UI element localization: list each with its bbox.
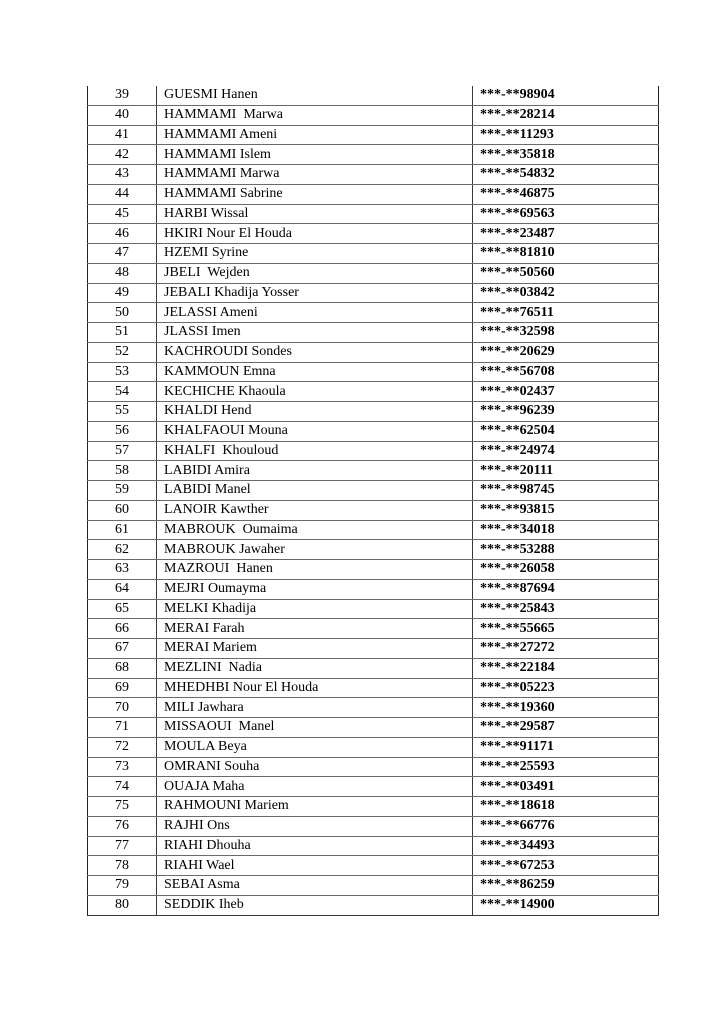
table-row bbox=[88, 540, 659, 560]
row-number-cell: 50 bbox=[88, 303, 157, 323]
masked-id-cell: ***-**34018 bbox=[473, 520, 659, 540]
table-row bbox=[88, 678, 659, 698]
results-table bbox=[87, 86, 659, 916]
masked-id-cell: ***-**69563 bbox=[473, 204, 659, 224]
row-number-cell: 48 bbox=[88, 263, 157, 283]
masked-id-cell: ***-**03842 bbox=[473, 283, 659, 303]
table-row bbox=[88, 303, 659, 323]
table-row bbox=[88, 145, 659, 165]
masked-id-cell: ***-**22184 bbox=[473, 658, 659, 678]
masked-id-cell: ***-**46875 bbox=[473, 184, 659, 204]
table-row bbox=[88, 263, 659, 283]
row-number-cell: 45 bbox=[88, 204, 157, 224]
table-row bbox=[88, 342, 659, 362]
name-cell: MEJRI Oumayma bbox=[157, 579, 473, 599]
masked-id-cell: ***-**14900 bbox=[473, 895, 659, 915]
row-number-cell: 60 bbox=[88, 500, 157, 520]
table-row bbox=[88, 204, 659, 224]
name-cell: KECHICHE Khaoula bbox=[157, 382, 473, 402]
masked-id-cell: ***-**96239 bbox=[473, 402, 659, 422]
row-number-cell: 55 bbox=[88, 402, 157, 422]
masked-id-cell: ***-**56708 bbox=[473, 362, 659, 382]
table-row bbox=[88, 244, 659, 264]
name-cell: HAMMAMI Islem bbox=[157, 145, 473, 165]
row-number-cell: 58 bbox=[88, 461, 157, 481]
table-row bbox=[88, 797, 659, 817]
name-cell: RIAHI Dhouha bbox=[157, 836, 473, 856]
masked-id-cell: ***-**81810 bbox=[473, 244, 659, 264]
name-cell: HAMMAMI Ameni bbox=[157, 125, 473, 145]
name-cell: RAHMOUNI Mariem bbox=[157, 797, 473, 817]
row-number-cell: 66 bbox=[88, 619, 157, 639]
table-row bbox=[88, 658, 659, 678]
table-row bbox=[88, 757, 659, 777]
table-row bbox=[88, 698, 659, 718]
row-number-cell: 69 bbox=[88, 678, 157, 698]
masked-id-cell: ***-**91171 bbox=[473, 737, 659, 757]
masked-id-cell: ***-**28214 bbox=[473, 105, 659, 125]
table-row bbox=[88, 895, 659, 915]
row-number-cell: 49 bbox=[88, 283, 157, 303]
name-cell: LANOIR Kawther bbox=[157, 500, 473, 520]
table-row bbox=[88, 125, 659, 145]
masked-id-cell: ***-**02437 bbox=[473, 382, 659, 402]
masked-id-cell: ***-**98904 bbox=[473, 86, 659, 105]
row-number-cell: 52 bbox=[88, 342, 157, 362]
name-cell: RIAHI Wael bbox=[157, 856, 473, 876]
name-cell: SEDDIK Iheb bbox=[157, 895, 473, 915]
name-cell: HAMMAMI Sabrine bbox=[157, 184, 473, 204]
name-cell: JEBALI Khadija Yosser bbox=[157, 283, 473, 303]
name-cell: GUESMI Hanen bbox=[157, 86, 473, 105]
table-row bbox=[88, 224, 659, 244]
table-row bbox=[88, 876, 659, 896]
masked-id-cell: ***-**24974 bbox=[473, 441, 659, 461]
row-number-cell: 44 bbox=[88, 184, 157, 204]
name-cell: OMRANI Souha bbox=[157, 757, 473, 777]
row-number-cell: 51 bbox=[88, 323, 157, 343]
row-number-cell: 61 bbox=[88, 520, 157, 540]
name-cell: HKIRI Nour El Houda bbox=[157, 224, 473, 244]
masked-id-cell: ***-**67253 bbox=[473, 856, 659, 876]
row-number-cell: 71 bbox=[88, 718, 157, 738]
masked-id-cell: ***-**32598 bbox=[473, 323, 659, 343]
masked-id-cell: ***-**55665 bbox=[473, 619, 659, 639]
name-cell: HARBI Wissal bbox=[157, 204, 473, 224]
row-number-cell: 75 bbox=[88, 797, 157, 817]
table-row bbox=[88, 836, 659, 856]
row-number-cell: 65 bbox=[88, 599, 157, 619]
name-cell: JELASSI Ameni bbox=[157, 303, 473, 323]
masked-id-cell: ***-**76511 bbox=[473, 303, 659, 323]
masked-id-cell: ***-**66776 bbox=[473, 816, 659, 836]
row-number-cell: 39 bbox=[88, 86, 157, 105]
masked-id-cell: ***-**34493 bbox=[473, 836, 659, 856]
row-number-cell: 47 bbox=[88, 244, 157, 264]
row-number-cell: 43 bbox=[88, 165, 157, 185]
table-row bbox=[88, 461, 659, 481]
masked-id-cell: ***-**50560 bbox=[473, 263, 659, 283]
table-row bbox=[88, 718, 659, 738]
masked-id-cell: ***-**29587 bbox=[473, 718, 659, 738]
row-number-cell: 73 bbox=[88, 757, 157, 777]
row-number-cell: 40 bbox=[88, 105, 157, 125]
name-cell: KHALFAOUI Mouna bbox=[157, 421, 473, 441]
masked-id-cell: ***-**86259 bbox=[473, 876, 659, 896]
table-row bbox=[88, 777, 659, 797]
row-number-cell: 68 bbox=[88, 658, 157, 678]
table-row bbox=[88, 421, 659, 441]
name-cell: HAMMAMI Marwa bbox=[157, 105, 473, 125]
table-row bbox=[88, 639, 659, 659]
masked-id-cell: ***-**93815 bbox=[473, 500, 659, 520]
row-number-cell: 59 bbox=[88, 481, 157, 501]
name-cell: MHEDHBI Nour El Houda bbox=[157, 678, 473, 698]
table-row bbox=[88, 481, 659, 501]
table-row bbox=[88, 599, 659, 619]
masked-id-cell: ***-**20111 bbox=[473, 461, 659, 481]
name-cell: KHALDI Hend bbox=[157, 402, 473, 422]
row-number-cell: 79 bbox=[88, 876, 157, 896]
masked-id-cell: ***-**05223 bbox=[473, 678, 659, 698]
masked-id-cell: ***-**62504 bbox=[473, 421, 659, 441]
row-number-cell: 42 bbox=[88, 145, 157, 165]
row-number-cell: 54 bbox=[88, 382, 157, 402]
table-row bbox=[88, 382, 659, 402]
masked-id-cell: ***-**19360 bbox=[473, 698, 659, 718]
table-row bbox=[88, 165, 659, 185]
row-number-cell: 46 bbox=[88, 224, 157, 244]
row-number-cell: 63 bbox=[88, 560, 157, 580]
masked-id-cell: ***-**03491 bbox=[473, 777, 659, 797]
name-cell: KHALFI Khouloud bbox=[157, 441, 473, 461]
masked-id-cell: ***-**35818 bbox=[473, 145, 659, 165]
row-number-cell: 64 bbox=[88, 579, 157, 599]
name-cell: MERAI Farah bbox=[157, 619, 473, 639]
row-number-cell: 67 bbox=[88, 639, 157, 659]
name-cell: MELKI Khadija bbox=[157, 599, 473, 619]
name-cell: MEZLINI Nadia bbox=[157, 658, 473, 678]
table-row bbox=[88, 737, 659, 757]
row-number-cell: 41 bbox=[88, 125, 157, 145]
name-cell: HZEMI Syrine bbox=[157, 244, 473, 264]
name-cell: SEBAI Asma bbox=[157, 876, 473, 896]
masked-id-cell: ***-**25593 bbox=[473, 757, 659, 777]
table-row bbox=[88, 560, 659, 580]
table-row bbox=[88, 86, 659, 105]
table-row bbox=[88, 184, 659, 204]
row-number-cell: 62 bbox=[88, 540, 157, 560]
row-number-cell: 56 bbox=[88, 421, 157, 441]
row-number-cell: 57 bbox=[88, 441, 157, 461]
row-number-cell: 80 bbox=[88, 895, 157, 915]
name-cell: KACHROUDI Sondes bbox=[157, 342, 473, 362]
masked-id-cell: ***-**87694 bbox=[473, 579, 659, 599]
table-row bbox=[88, 520, 659, 540]
table-row bbox=[88, 500, 659, 520]
name-cell: MOULA Beya bbox=[157, 737, 473, 757]
masked-id-cell: ***-**26058 bbox=[473, 560, 659, 580]
table-row bbox=[88, 856, 659, 876]
name-cell: MERAI Mariem bbox=[157, 639, 473, 659]
row-number-cell: 76 bbox=[88, 816, 157, 836]
name-cell: OUAJA Maha bbox=[157, 777, 473, 797]
row-number-cell: 70 bbox=[88, 698, 157, 718]
table-row bbox=[88, 579, 659, 599]
masked-id-cell: ***-**20629 bbox=[473, 342, 659, 362]
masked-id-cell: ***-**23487 bbox=[473, 224, 659, 244]
name-cell: MISSAOUI Manel bbox=[157, 718, 473, 738]
name-cell: MABROUK Oumaima bbox=[157, 520, 473, 540]
table-row bbox=[88, 441, 659, 461]
results-table-body bbox=[88, 86, 659, 915]
masked-id-cell: ***-**25843 bbox=[473, 599, 659, 619]
name-cell: LABIDI Amira bbox=[157, 461, 473, 481]
name-cell: KAMMOUN Emna bbox=[157, 362, 473, 382]
name-cell: MILI Jawhara bbox=[157, 698, 473, 718]
masked-id-cell: ***-**11293 bbox=[473, 125, 659, 145]
row-number-cell: 72 bbox=[88, 737, 157, 757]
row-number-cell: 77 bbox=[88, 836, 157, 856]
table-row bbox=[88, 105, 659, 125]
name-cell: MAZROUI Hanen bbox=[157, 560, 473, 580]
table-row bbox=[88, 402, 659, 422]
name-cell: JLASSI Imen bbox=[157, 323, 473, 343]
name-cell: MABROUK Jawaher bbox=[157, 540, 473, 560]
name-cell: JBELI Wejden bbox=[157, 263, 473, 283]
masked-id-cell: ***-**54832 bbox=[473, 165, 659, 185]
table-row bbox=[88, 362, 659, 382]
table-row bbox=[88, 816, 659, 836]
name-cell: LABIDI Manel bbox=[157, 481, 473, 501]
row-number-cell: 53 bbox=[88, 362, 157, 382]
table-row bbox=[88, 619, 659, 639]
masked-id-cell: ***-**98745 bbox=[473, 481, 659, 501]
name-cell: RAJHI Ons bbox=[157, 816, 473, 836]
masked-id-cell: ***-**53288 bbox=[473, 540, 659, 560]
masked-id-cell: ***-**18618 bbox=[473, 797, 659, 817]
results-table-container bbox=[87, 86, 658, 916]
row-number-cell: 74 bbox=[88, 777, 157, 797]
name-cell: HAMMAMI Marwa bbox=[157, 165, 473, 185]
table-row bbox=[88, 283, 659, 303]
masked-id-cell: ***-**27272 bbox=[473, 639, 659, 659]
table-row bbox=[88, 323, 659, 343]
row-number-cell: 78 bbox=[88, 856, 157, 876]
